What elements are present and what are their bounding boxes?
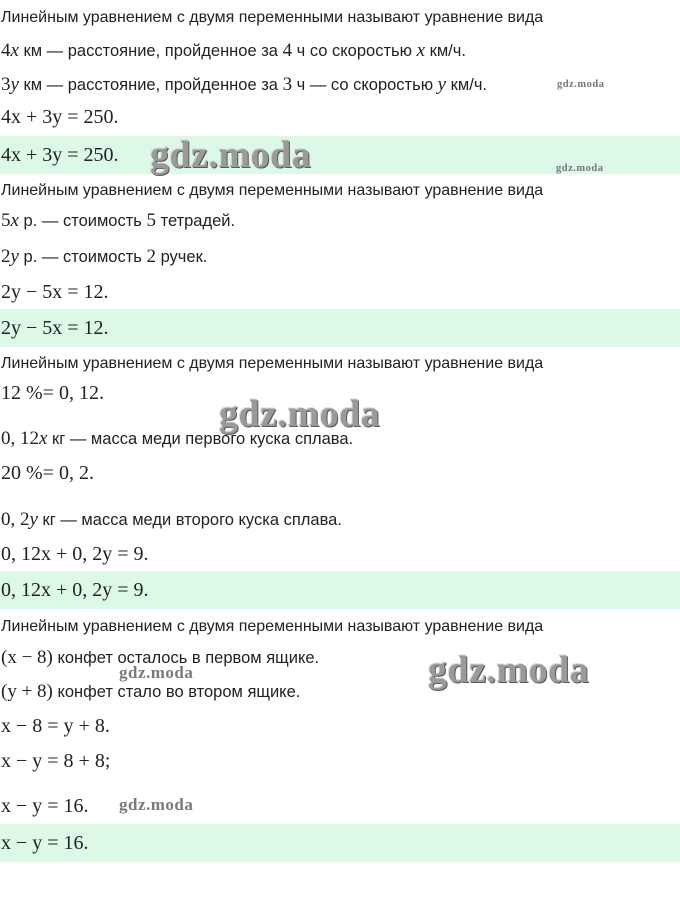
watermark-logo: gdz.moda bbox=[119, 663, 194, 682]
watermark-logo: gdz.moda bbox=[557, 79, 605, 90]
block1-answer: 4x + 3y = 250. bbox=[0, 136, 680, 174]
block4-line1: (x − 8) конфет осталось в первом ящике. bbox=[1, 647, 320, 668]
block2-answer: 2y − 5x = 12. bbox=[0, 309, 680, 347]
block2-heading: Линейным уравнением с двумя переменными называют уравнение вида bbox=[1, 182, 544, 199]
block3-line1: 12 %= 0, 12. bbox=[1, 382, 104, 404]
block2-equation: 2y − 5x = 12. bbox=[1, 281, 109, 303]
watermark-logo: gdz.moda bbox=[119, 795, 194, 814]
block4-answer: x − y = 16. bbox=[0, 824, 680, 862]
block2-line2: 2y р. — стоимость 2 ручек. bbox=[1, 246, 208, 267]
watermark-logo: gdz.moda bbox=[150, 134, 312, 176]
block3-line2: 0, 12x кг — масса меди первого куска сплава. bbox=[1, 428, 354, 449]
watermark-logo: gdz.moda bbox=[428, 649, 590, 691]
watermark-logo: gdz.moda bbox=[556, 163, 604, 174]
block1-heading: Линейным уравнением с двумя переменными называют уравнение вида bbox=[1, 9, 544, 26]
block4-line4: x − y = 8 + 8; bbox=[1, 750, 111, 772]
block1-equation: 4x + 3y = 250. bbox=[1, 106, 119, 128]
block3-line3: 20 %= 0, 2. bbox=[1, 462, 94, 484]
block3-line4: 0, 2y кг — масса меди второго куска сплава. bbox=[1, 509, 342, 530]
block4-heading: Линейным уравнением с двумя переменными называют уравнение вида bbox=[1, 618, 544, 635]
block3-heading: Линейным уравнением с двумя переменными называют уравнение вида bbox=[1, 355, 544, 372]
block3-answer: 0, 12x + 0, 2y = 9. bbox=[0, 571, 680, 609]
block4-line2: (y + 8) конфет стало во втором ящике. bbox=[1, 681, 301, 702]
block1-line2: 3y км — расстояние, пройденное за 3 ч — со скоростью y км/ч. bbox=[1, 74, 488, 95]
block3-equation: 0, 12x + 0, 2y = 9. bbox=[1, 543, 149, 565]
block2-line1: 5x р. — стоимость 5 тетрадей. bbox=[1, 210, 236, 231]
watermark-logo: gdz.moda bbox=[219, 393, 381, 435]
block4-equation: x − y = 16. bbox=[1, 795, 89, 817]
block4-line3: x − 8 = y + 8. bbox=[1, 715, 110, 737]
block1-line1: 4x км — расстояние, пройденное за 4 ч со скоростью x км/ч. bbox=[1, 40, 466, 61]
